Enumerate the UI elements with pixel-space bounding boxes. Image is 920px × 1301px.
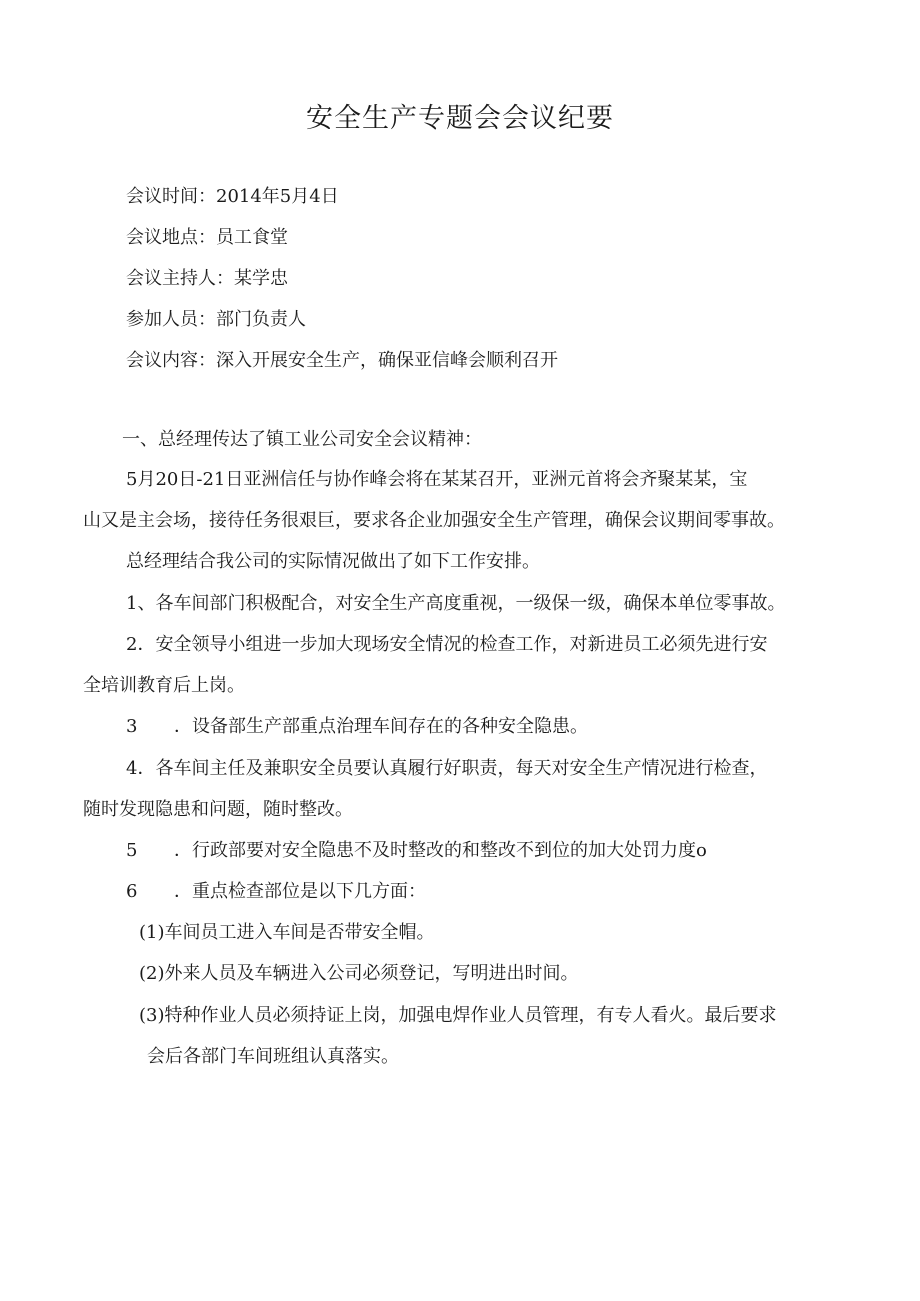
list-item-5-number: 5: [126, 840, 138, 861]
list-item-2-line-2: 全培训教育后上岗。: [83, 675, 245, 696]
meeting-time-row: [126, 184, 339, 210]
section-heading: 一、总经理传达了镇工业公司安全会议精神：: [122, 429, 482, 450]
meeting-content-row: [126, 348, 558, 374]
paragraph-2: 总经理结合我公司的实际情况做出了如下工作安排。: [126, 551, 540, 572]
meeting-content-label: 会议内容：: [126, 350, 216, 371]
sub-item-3-line-1: (3)特种作业人员必须持证上岗，加强电焊作业人员管理，有专人看火。最后要求: [139, 1005, 777, 1026]
list-item-5: [126, 838, 707, 864]
list-item-1: 1、各车间部门积极配合，对安全生产高度重视，一级保一级，确保本单位零事故。: [126, 593, 786, 614]
meeting-place-value: 员工食堂: [216, 227, 288, 248]
attendees-row: [126, 307, 306, 333]
attendees-value: 部门负责人: [216, 309, 306, 330]
paragraph-1-line-2: 山又是主会场，接待任务很艰巨，要求各企业加强安全生产管理，确保会议期间零事故。: [83, 510, 785, 531]
meeting-host-value: 某学忠: [234, 268, 288, 289]
page-title: 安全生产专题会会议纪要: [306, 103, 614, 134]
sub-item-2: (2)外来人员及车辆进入公司必须登记，写明进出时间。: [139, 963, 579, 984]
list-item-5-text: ．行政部要对安全隐患不及时整改的和整改不到位的加大处罚力度o: [174, 840, 707, 861]
list-item-2-line-1: 2．安全领导小组进一步加大现场安全情况的检查工作，对新进员工必须先进行安: [126, 634, 768, 655]
list-item-3-text: ．设备部生产部重点治理车间存在的各种安全隐患。: [174, 716, 588, 737]
meeting-place-label: 会议地点：: [126, 227, 216, 248]
attendees-label: 参加人员：: [126, 309, 216, 330]
sub-item-1: (1)车间员工进入车间是否带安全帽。: [139, 922, 435, 943]
list-item-6-text: ．重点检查部位是以下几方面：: [174, 881, 426, 902]
meeting-content-value: 深入开展安全生产，确保亚信峰会顺利召开: [216, 350, 558, 371]
meeting-place-row: [126, 225, 288, 251]
meeting-time-label: 会议时间：: [126, 186, 216, 207]
list-item-4-line-1: 4．各车间主任及兼职安全员要认真履行好职责，每天对安全生产情况进行检查，: [126, 758, 768, 779]
meeting-time-value: 2014年5月4日: [216, 186, 339, 207]
list-item-3: [126, 714, 588, 740]
list-item-4-line-2: 随时发现隐患和问题，随时整改。: [83, 799, 353, 820]
paragraph-1-line-1: 5月20日-21日亚洲信任与协作峰会将在某某召开，亚洲元首将会齐聚某某，宝: [126, 469, 748, 490]
list-item-6: [126, 879, 426, 905]
list-item-6-number: 6: [126, 881, 138, 902]
list-item-3-number: 3: [126, 716, 138, 737]
sub-item-3-line-2: 会后各部门车间班组认真落实。: [147, 1046, 399, 1067]
meeting-host-row: [126, 266, 288, 292]
meeting-host-label: 会议主持人：: [126, 268, 234, 289]
